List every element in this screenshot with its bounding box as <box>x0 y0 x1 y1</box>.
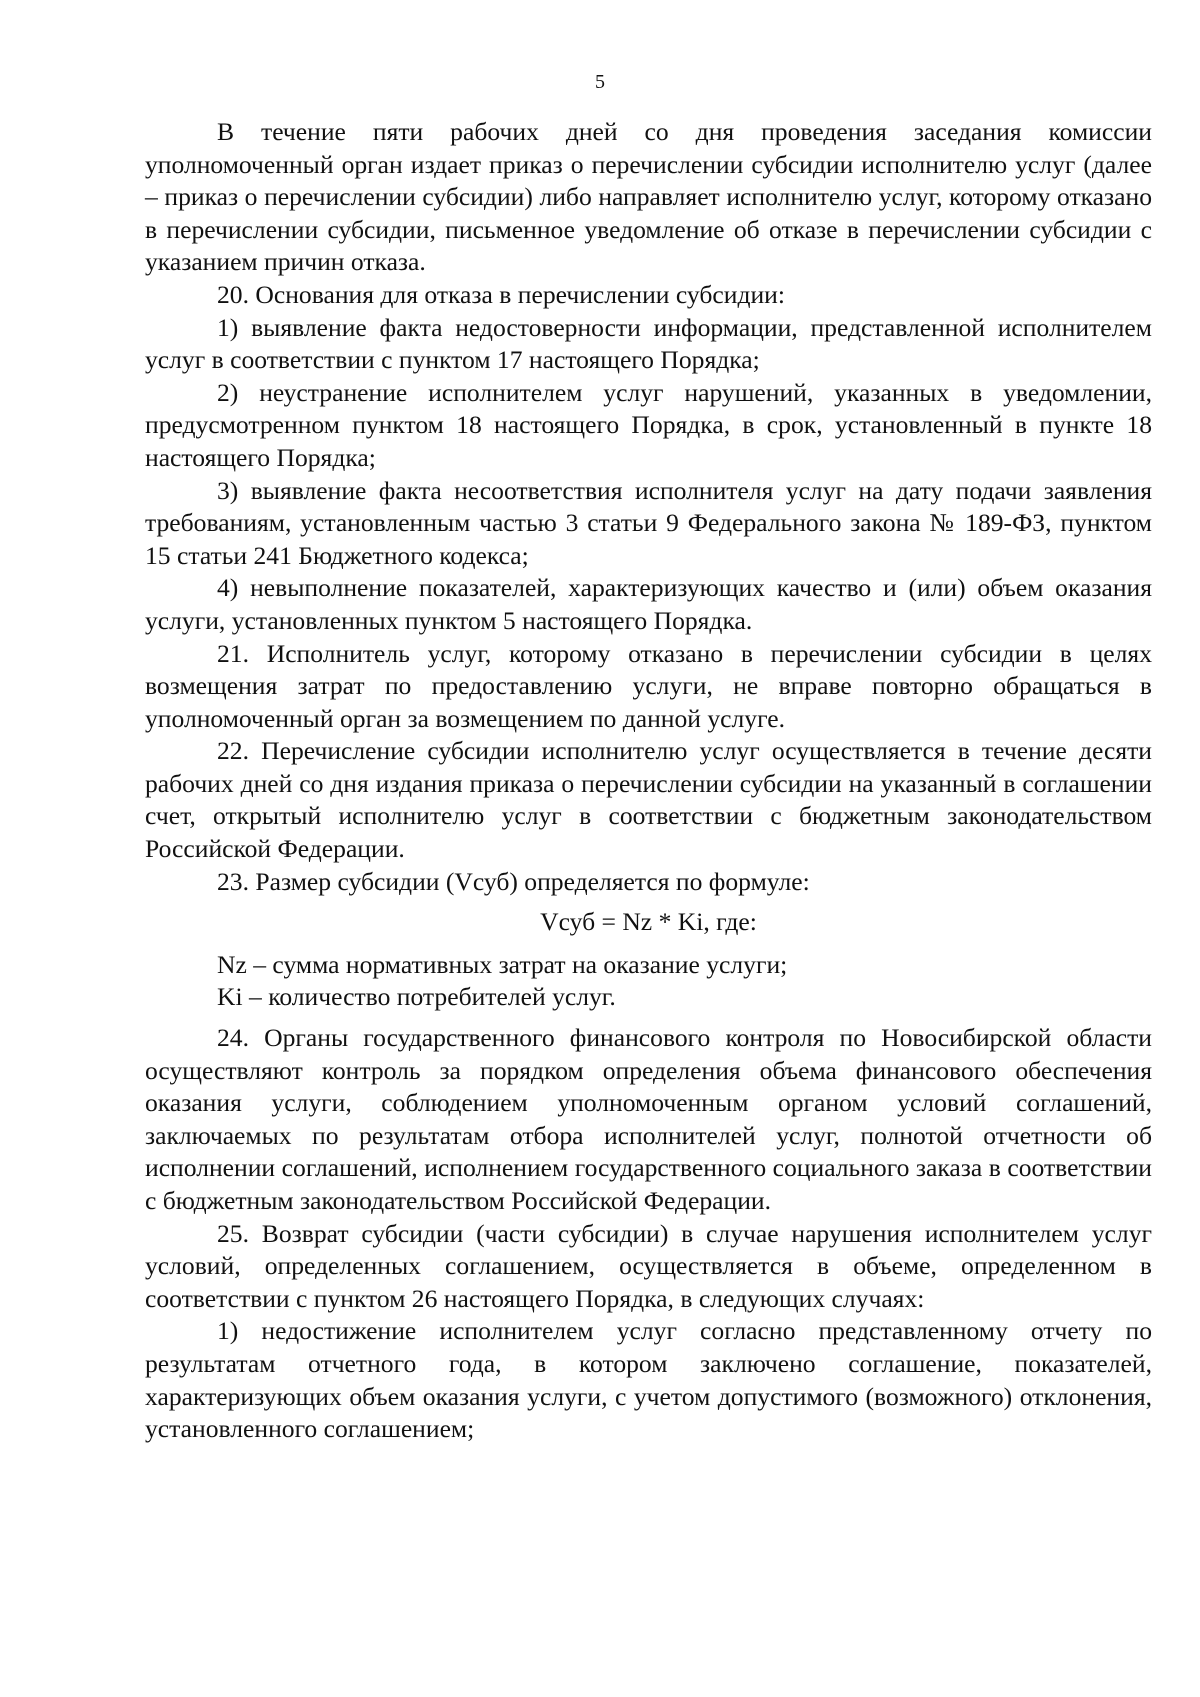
page-number: 5 <box>595 71 605 93</box>
paragraph-22: 22. Перечисление субсидии исполнителю услуг осуществляется в течение десяти рабочих дней со дня издания приказа о перечислении субсидии на указанный в соглашении счет, открытый исполнителю услуг в соответствии с бюджетным законодательством Российской Федерации. <box>145 736 1152 864</box>
paragraph-25-item-1: 1) недостижение исполнителем услуг согласно представленному отчету по результатам отчетного года, в котором заключено соглашение, показателей, характеризующих объем оказания услуги, с учетом допустимого (возможного) отклонения, установленного соглашением; <box>145 1316 1152 1444</box>
definition-nz: Nz – сумма нормативных затрат на оказание услуги; <box>217 949 788 979</box>
subsidy-formula: Vсуб = Nz * Ki, где: <box>540 907 757 937</box>
paragraph-20-heading: 20. Основания для отказа в перечислении субсидии: <box>217 279 785 309</box>
paragraph-20-item-4: 4) невыполнение показателей, характеризующих качество и (или) объем оказания услуги, установленных пунктом 5 настоящего Порядка. <box>145 573 1152 635</box>
paragraph-commission-decision: В течение пяти рабочих дней со дня проведения заседания комиссии уполномоченный орган издает приказ о перечислении субсидии исполнителю услуг (далее – приказ о перечислении субсидии) либо направляет исполнителю услуг, которому отказано в перечислении субсидии, письменное уведомление об отказе в перечислении субсидии с указанием причин отказа. <box>145 117 1152 277</box>
paragraph-20-item-3: 3) выявление факта несоответствия исполнителя услуг на дату подачи заявления требованиям, установленным частью 3 статьи 9 Федерального закона № 189-ФЗ, пунктом 15 статьи 241 Бюджетного кодекса; <box>145 475 1152 570</box>
paragraph-23: 23. Размер субсидии (Vсуб) определяется по формуле: <box>217 866 810 896</box>
paragraph-21: 21. Исполнитель услуг, которому отказано в перечислении субсидии в целях возмещения затрат по предоставлению услуги, не вправе повторно обращаться в уполномоченный орган за возмещением по данной услуге. <box>145 638 1152 733</box>
paragraph-24: 24. Органы государственного финансового контроля по Новосибирской области осуществляют контроль за порядком определения объема финансового обеспечения оказания услуги, соблюдением уполномоченным органом условий соглашений, заключаемых по результатам отбора исполнителей услуг, полнотой отчетности об исполнении соглашений, исполнением государственного социального заказа в соответствии с бюджетным законодательством Российской Федерации. <box>145 1023 1152 1215</box>
document-body <box>145 116 1152 1446</box>
paragraph-20-item-1: 1) выявление факта недостоверности информации, представленной исполнителем услуг в соответствии с пунктом 17 настоящего Порядка; <box>145 312 1152 375</box>
paragraph-25: 25. Возврат субсидии (части субсидии) в случае нарушения исполнителем услуг условий, определенных соглашением, осуществляется в объеме, определенном в соответствии с пунктом 26 настоящего Порядка, в следующих случаях: <box>145 1218 1152 1313</box>
paragraph-20-item-2: 2) неустранение исполнителем услуг нарушений, указанных в уведомлении, предусмотренном пунктом 18 настоящего Порядка, в срок, установленный в пункте 18 настоящего Порядка; <box>145 377 1152 472</box>
definition-ki: Ki – количество потребителей услуг. <box>217 982 616 1012</box>
